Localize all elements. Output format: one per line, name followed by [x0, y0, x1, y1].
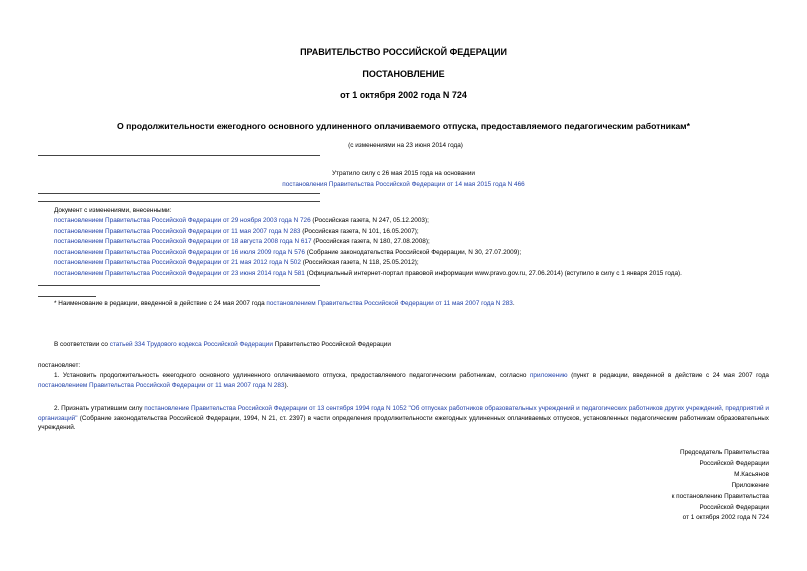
preamble: В соответствии со статьей 334 Трудового кодекса Российской Федерации Правительство Российской Федерации [54, 341, 391, 348]
amendment-link[interactable]: постановлением Правительства Российской Федерации от 16 июля 2009 года N 576 [54, 249, 305, 256]
footnote: * Наименование в редакции, введенной в действие с 24 мая 2007 года постановлением Правительства Российской Федерации от 11 мая 2007 года N 283. [54, 300, 515, 307]
invalidation-text: Утратило силу с 26 мая 2015 года на основании [332, 170, 475, 177]
list-item: постановлением Правительства Российской Федерации от 16 июля 2009 года N 576 (Собрание законодательства Российской Федерации, N 30, 27.07.2009); [54, 249, 522, 256]
amendment-link[interactable]: постановлением Правительства Российской Федерации от 21 мая 2012 года N 502 [54, 259, 301, 266]
appendix-link[interactable]: приложению [529, 372, 568, 379]
list-item: постановлением Правительства Российской Федерации от 18 августа 2008 года N 617 (Российская газета, N 180, 27.08.2008); [54, 238, 430, 245]
invalidation-link[interactable]: постановления Правительства Российской Федерации от 14 мая 2015 года N 466 [282, 181, 525, 188]
appendix-ref: к постановлению Правительства [671, 492, 769, 500]
list-item: постановлением Правительства Российской Федерации от 21 мая 2012 года N 502 (Российская газета, N 118, 25.05.2012); [54, 259, 419, 266]
document-title: О продолжительности ежегодного основного удлиненного оплачиваемого отпуска, предоставляемого педагогическим работникам* [117, 121, 690, 131]
divider [38, 193, 320, 194]
amendment-link[interactable]: постановлением Правительства Российской Федерации от 11 мая 2007 года N 283 [38, 381, 285, 389]
document-type: ПОСТАНОВЛЕНИЕ [362, 69, 445, 79]
signature-country: Российской Федерации [699, 459, 769, 467]
labor-code-link[interactable]: статьей 334 Трудового кодекса Российской Федерации [109, 341, 273, 348]
paragraph-1: 1. Установить продолжительность ежегодного основного удлиненного оплачиваемого отпуска, предоставляемого педагогическим работникам, согласно приложению (пункт в редакции, введенной в действие с 24 мая 2007 года постановлением Правительства Российской Федерации от 11 мая 2007 года N 283). [38, 372, 769, 389]
amendment-link[interactable]: постановлением Правительства Российской Федерации от 29 ноября 2003 года N 726 [54, 217, 311, 224]
appendix-block [672, 481, 769, 524]
divider [38, 155, 320, 156]
divider [38, 285, 320, 286]
amendment-link[interactable]: постановлением Правительства Российской Федерации от 23 июня 2014 года N 581 [54, 270, 305, 277]
list-item: постановлением Правительства Российской Федерации от 23 июня 2014 года N 581 (Официальный интернет-портал правовой информации www.pravo.gov.ru, 27.06.2014) (вступило в силу с 1 января 2015 года). [54, 270, 682, 277]
appendix-date: от 1 октября 2002 года N 724 [682, 514, 769, 522]
document-date-number: от 1 октября 2002 года N 724 [340, 90, 467, 100]
amendment-link[interactable]: постановлением Правительства Российской Федерации от 11 мая 2007 года N 283 [54, 228, 301, 235]
paragraph-2: 2. Признать утратившим силу постановление Правительства Российской Федерации от 13 сентября 1994 года N 1052 "Об отпусках работников образовательных учреждений и педагогических работников других учреждений, предприятий и организаций" (Собрание законодательства Российской Федерации, 1994, N 21, ст. 2397) в части определения продолжительности ежегодных удлиненных оплачиваемых отпусков, установленных педагогическим работникам образовательных учреждений. [38, 405, 769, 431]
signature-name: М.Касьянов [734, 470, 769, 478]
amendment-link[interactable]: постановлением Правительства Российской Федерации от 18 августа 2008 года N 617 [54, 238, 312, 245]
amendment-note: (с изменениями на 23 июня 2014 года) [348, 142, 463, 149]
repealed-decree-link[interactable]: постановление Правительства Российской Федерации от 13 сентября 1994 года N 1052 "Об отпусках работников образовательных учреждений и педагогических работников других учреждений, предприятий и организаций" [38, 405, 769, 422]
footnote-link[interactable]: постановлением Правительства Российской Федерации от 11 мая 2007 года N 283 [266, 300, 513, 307]
decree-word: постановляет: [38, 362, 81, 369]
amendments-intro: Документ с изменениями, внесенными: [54, 207, 172, 214]
list-item: постановлением Правительства Российской Федерации от 29 ноября 2003 года N 726 (Российская газета, N 247, 05.12.2003); [54, 217, 429, 224]
government-name: ПРАВИТЕЛЬСТВО РОССИЙСКОЙ ФЕДЕРАЦИИ [300, 47, 507, 57]
list-item: постановлением Правительства Российской Федерации от 11 мая 2007 года N 283 (Российская газета, N 101, 16.05.2007); [54, 228, 419, 235]
signature-block [680, 448, 769, 480]
divider [38, 201, 320, 202]
signature-position: Председатель Правительства [680, 449, 769, 456]
appendix-title: Приложение [731, 482, 769, 489]
footnote-divider [38, 296, 96, 297]
appendix-country: Российской Федерации [699, 503, 769, 511]
